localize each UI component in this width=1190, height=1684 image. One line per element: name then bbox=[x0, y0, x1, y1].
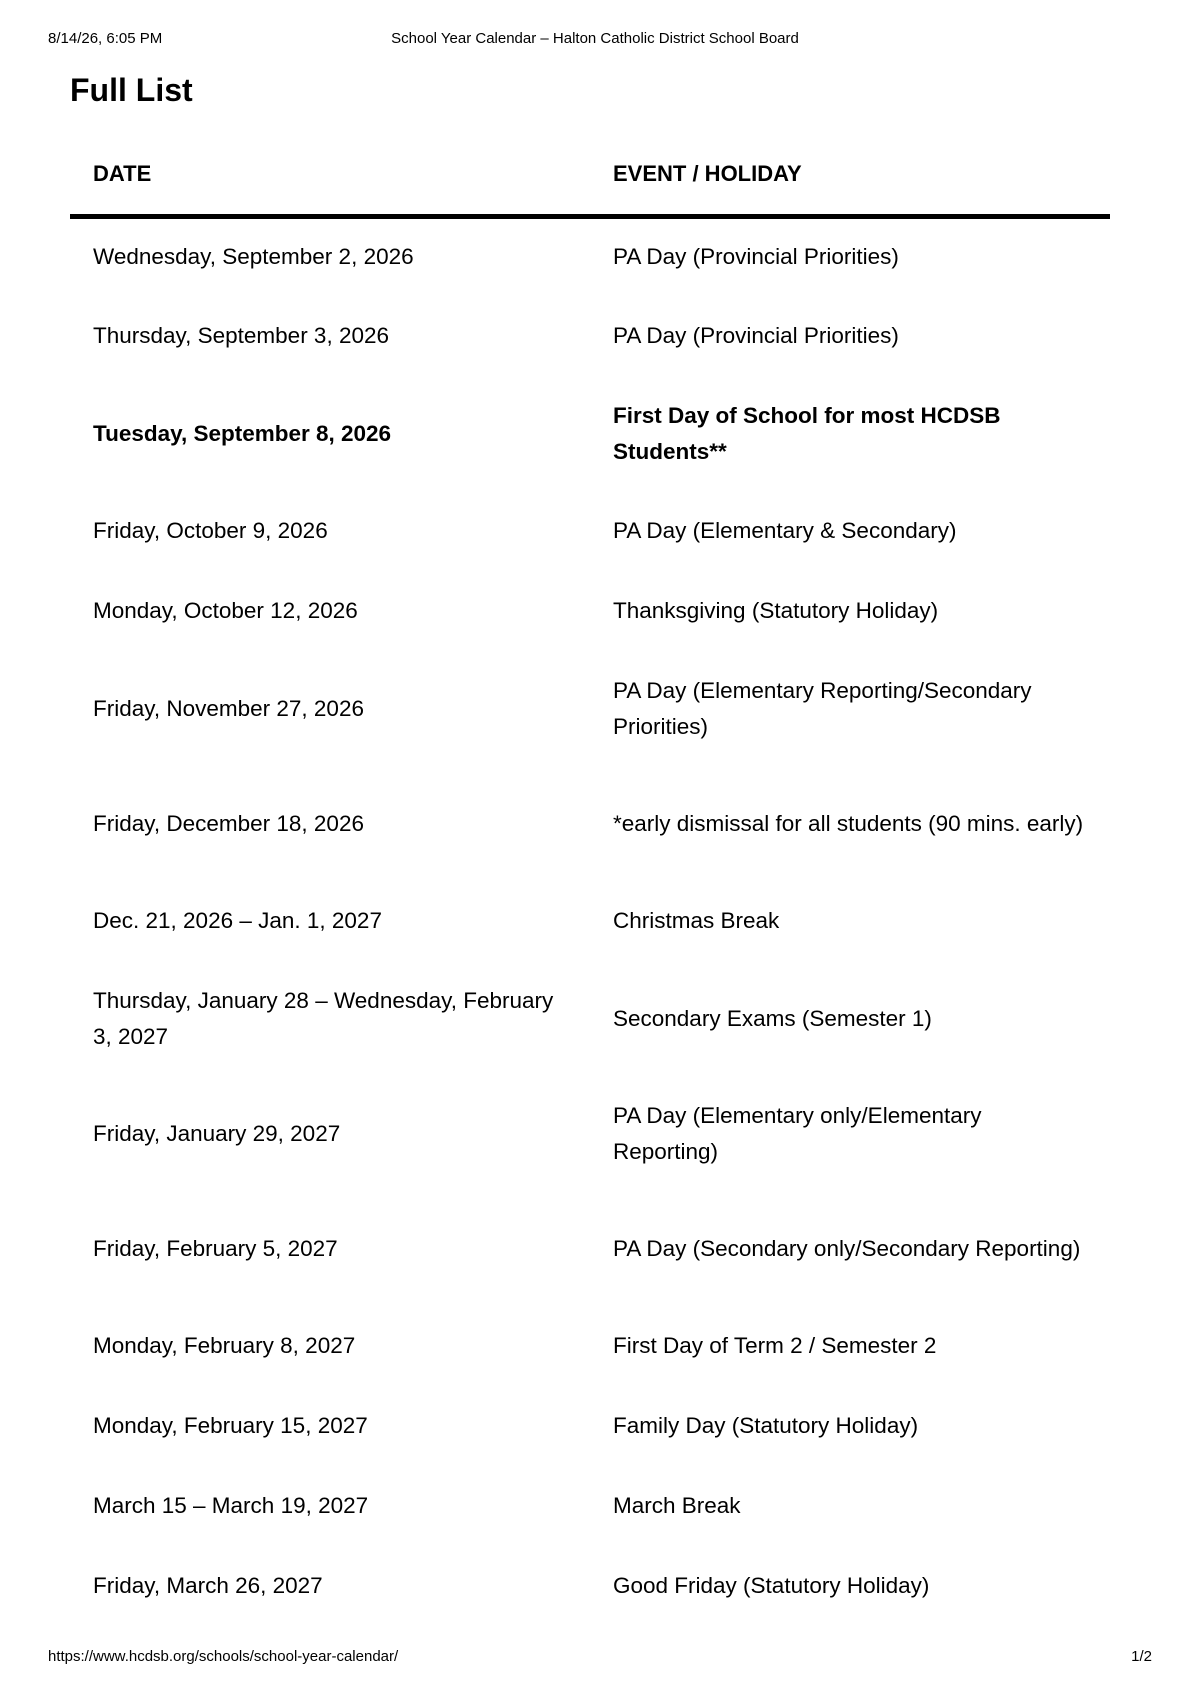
table-header-row bbox=[70, 138, 1110, 216]
print-document-title: School Year Calendar – Halton Catholic District School Board bbox=[391, 30, 799, 47]
row-date: Tuesday, September 8, 2026 bbox=[93, 420, 392, 446]
print-footer bbox=[48, 1648, 1152, 1668]
row-date: Monday, February 15, 2027 bbox=[93, 1413, 368, 1438]
table-row bbox=[70, 571, 1110, 651]
table-row bbox=[70, 766, 1110, 881]
row-date: Friday, October 9, 2026 bbox=[93, 518, 328, 543]
table-row bbox=[70, 1466, 1110, 1546]
calendar-table bbox=[70, 138, 1110, 1626]
table-row bbox=[70, 216, 1110, 296]
row-date: Friday, December 18, 2026 bbox=[93, 810, 364, 836]
row-event: PA Day (Elementary Reporting/Secondary Priorities) bbox=[613, 677, 1032, 739]
row-event: March Break bbox=[613, 1493, 741, 1518]
table-row bbox=[70, 1546, 1110, 1626]
row-event: Family Day (Statutory Holiday) bbox=[613, 1413, 919, 1438]
table-row bbox=[70, 1076, 1110, 1191]
row-event: Secondary Exams (Semester 1) bbox=[613, 1005, 932, 1031]
row-date: Dec. 21, 2026 – Jan. 1, 2027 bbox=[93, 908, 382, 933]
table-row bbox=[70, 1191, 1110, 1306]
row-event: First Day of Term 2 / Semester 2 bbox=[613, 1333, 937, 1358]
row-date: Monday, February 8, 2027 bbox=[93, 1333, 356, 1358]
row-date: Thursday, January 28 – Wednesday, February 3, 2027 bbox=[93, 987, 554, 1049]
print-timestamp: 8/14/26, 6:05 PM bbox=[48, 30, 163, 47]
row-event: First Day of School for most HCDSB Students** bbox=[613, 402, 1001, 464]
table-row bbox=[70, 1386, 1110, 1466]
row-date: Thursday, September 3, 2026 bbox=[93, 323, 390, 348]
row-event: *early dismissal for all students (90 mins. early) bbox=[613, 810, 1084, 836]
table-row bbox=[70, 961, 1110, 1076]
row-date: Wednesday, September 2, 2026 bbox=[93, 244, 414, 270]
row-date: Friday, January 29, 2027 bbox=[93, 1120, 341, 1146]
print-header bbox=[48, 30, 1142, 50]
column-header-date: DATE bbox=[70, 138, 590, 216]
row-event: Good Friday (Statutory Holiday) bbox=[613, 1573, 930, 1598]
row-event: PA Day (Provincial Priorities) bbox=[613, 244, 899, 270]
row-date: March 15 – March 19, 2027 bbox=[93, 1493, 369, 1518]
column-header-event: EVENT / HOLIDAY bbox=[590, 138, 1110, 216]
section-heading: Full List bbox=[70, 72, 193, 108]
table-row bbox=[70, 491, 1110, 571]
page-number: 1/2 bbox=[1131, 1648, 1152, 1665]
row-date: Friday, February 5, 2027 bbox=[93, 1235, 338, 1261]
row-event: PA Day (Provincial Priorities) bbox=[613, 323, 899, 348]
row-date: Friday, March 26, 2027 bbox=[93, 1573, 323, 1598]
row-event: PA Day (Elementary only/Elementary Reporting) bbox=[613, 1102, 982, 1164]
row-event: Thanksgiving (Statutory Holiday) bbox=[613, 598, 939, 623]
table-row bbox=[70, 651, 1110, 766]
table-row bbox=[70, 1306, 1110, 1386]
print-url: https://www.hcdsb.org/schools/school-year-calendar/ bbox=[48, 1648, 399, 1665]
row-date: Monday, October 12, 2026 bbox=[93, 598, 358, 623]
table-row-highlighted bbox=[70, 376, 1110, 491]
table-row bbox=[70, 296, 1110, 376]
row-date: Friday, November 27, 2026 bbox=[93, 695, 364, 721]
row-event: PA Day (Secondary only/Secondary Reporting) bbox=[613, 1235, 1081, 1261]
row-event: PA Day (Elementary & Secondary) bbox=[613, 518, 957, 543]
row-event: Christmas Break bbox=[613, 908, 780, 933]
table-row bbox=[70, 881, 1110, 961]
